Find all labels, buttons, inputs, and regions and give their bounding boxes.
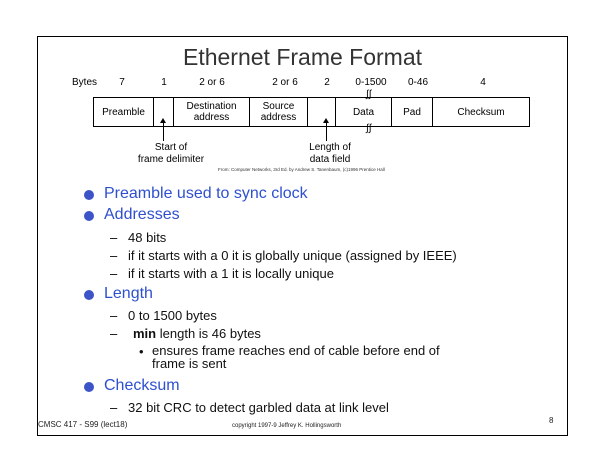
dash-icon: – [110, 266, 118, 281]
sub-32-bit-crc: 32 bit CRC to detect garbled data at link level [128, 400, 389, 415]
dash-icon: – [110, 308, 118, 323]
byte-size-pad: 0-46 [407, 77, 429, 88]
field-preamble: Preamble [94, 98, 154, 126]
data-break-top-icon: ∫∫ [366, 89, 372, 100]
byte-size-data: 0-1500 [355, 77, 387, 88]
length-arrow-icon [326, 121, 327, 141]
field-length [308, 98, 336, 126]
bullet-dot-icon [84, 290, 94, 300]
bullet-addresses: Addresses [104, 206, 180, 223]
bullet-checksum: Checksum [104, 377, 180, 394]
slide-title: Ethernet Frame Format [182, 44, 423, 70]
byte-size-source: 2 or 6 [272, 77, 298, 88]
sub-locally-unique: if it starts with a 1 it is locally unique [128, 266, 334, 281]
sub-sub-ensures-frame [152, 344, 440, 370]
data-break-bottom-icon: ∫∫ [366, 123, 372, 134]
byte-size-destination: 2 or 6 [199, 77, 225, 88]
sub-globally-unique: if it starts with a 0 it is globally unique (assigned by IEEE) [128, 248, 457, 263]
length-arrowhead-icon [323, 118, 329, 123]
bullet-small-icon: • [139, 344, 144, 359]
sfd-arrow-icon [163, 121, 164, 141]
byte-size-sfd: 1 [161, 77, 167, 88]
footer-page-number: 8 [549, 416, 554, 425]
ensures-line1: ensures frame reaches end of cable before end of [152, 343, 440, 358]
min-length-rest: length is 46 bytes [159, 326, 261, 341]
bytes-label: Bytes [72, 77, 98, 88]
bullet-dot-icon [84, 382, 94, 392]
bullet-length: Length [104, 285, 153, 302]
dash-icon: – [110, 248, 118, 263]
bullet-preamble: Preamble used to sync clock [104, 185, 308, 202]
bullet-dot-icon [84, 211, 94, 221]
footer-copyright: copyright 1997-9 Jeffrey K. Hollingsworth [232, 423, 342, 429]
min-bold-word: min [133, 326, 157, 341]
sub-0-to-1500: 0 to 1500 bytes [128, 308, 217, 323]
sub-48-bits: 48 bits [128, 230, 167, 245]
ensures-line2: frame is sent [152, 356, 227, 371]
byte-size-length: 2 [324, 77, 330, 88]
bullet-dot-icon [84, 190, 94, 200]
source-credit: From: Computer Networks, 3rd Ed. by Andrew S. Tanenbaum, (c)1996 Prentice Hall [218, 167, 385, 172]
frame-diagram [93, 97, 530, 127]
sfd-arrowhead-icon [160, 118, 166, 123]
dash-icon: – [110, 400, 118, 415]
byte-size-checksum: 4 [480, 77, 486, 88]
field-destination-address: Destination address [174, 98, 250, 126]
field-source-address: Source address [250, 98, 308, 126]
dash-icon: – [110, 326, 118, 341]
dash-icon: – [110, 230, 118, 245]
sub-min-length [133, 326, 261, 341]
field-pad: Pad [392, 98, 433, 126]
length-annotation: Length of data field [309, 142, 351, 165]
field-checksum: Checksum [457, 106, 505, 118]
field-data: Data [336, 98, 392, 126]
byte-size-preamble: 7 [119, 77, 125, 88]
footer-course: CMSC 417 - S99 (lect18) [38, 420, 128, 429]
start-delimiter-annotation: Start of frame delimiter [137, 142, 205, 165]
